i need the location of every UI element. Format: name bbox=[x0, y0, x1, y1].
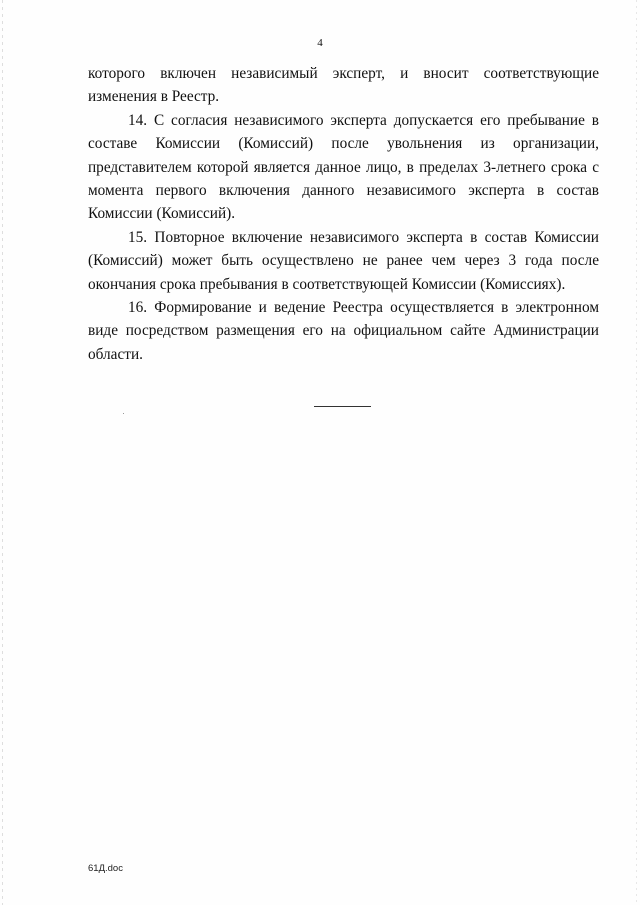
document-body bbox=[88, 62, 599, 366]
paragraph-14: 14. С согласия независимого эксперта допускается его пребывание в составе Комиссии (Комиссий) после увольнения из организации, представителем которой является данное лицо, в пределах 3-летнего срока с момента первого включения данного независимого эксперта в состав Комиссии (Комиссий). bbox=[88, 111, 599, 223]
scan-edge-left bbox=[2, 0, 3, 905]
page-number: 4 bbox=[317, 37, 323, 49]
paragraph-16: 16. Формирование и ведение Реестра осуществляется в электронном виде посредством размещения его на официальном сайте Администрации области. bbox=[88, 299, 599, 363]
end-separator-line bbox=[314, 406, 371, 407]
paragraph-15: 15. Повторное включение независимого эксперта в состав Комиссии (Комиссий) может быть осуществлено не ранее чем через 3 года после окончания срока пребывания в соответствующей Комиссии (Комиссиях). bbox=[88, 228, 599, 293]
paragraph-continuation: которого включен независимый эксперт, и вносит соответствующие изменения в Реестр. bbox=[88, 65, 599, 106]
scan-speck bbox=[123, 413, 124, 414]
scan-edge-right bbox=[636, 0, 637, 905]
footer-file-name: 61Д.doc bbox=[88, 863, 123, 874]
